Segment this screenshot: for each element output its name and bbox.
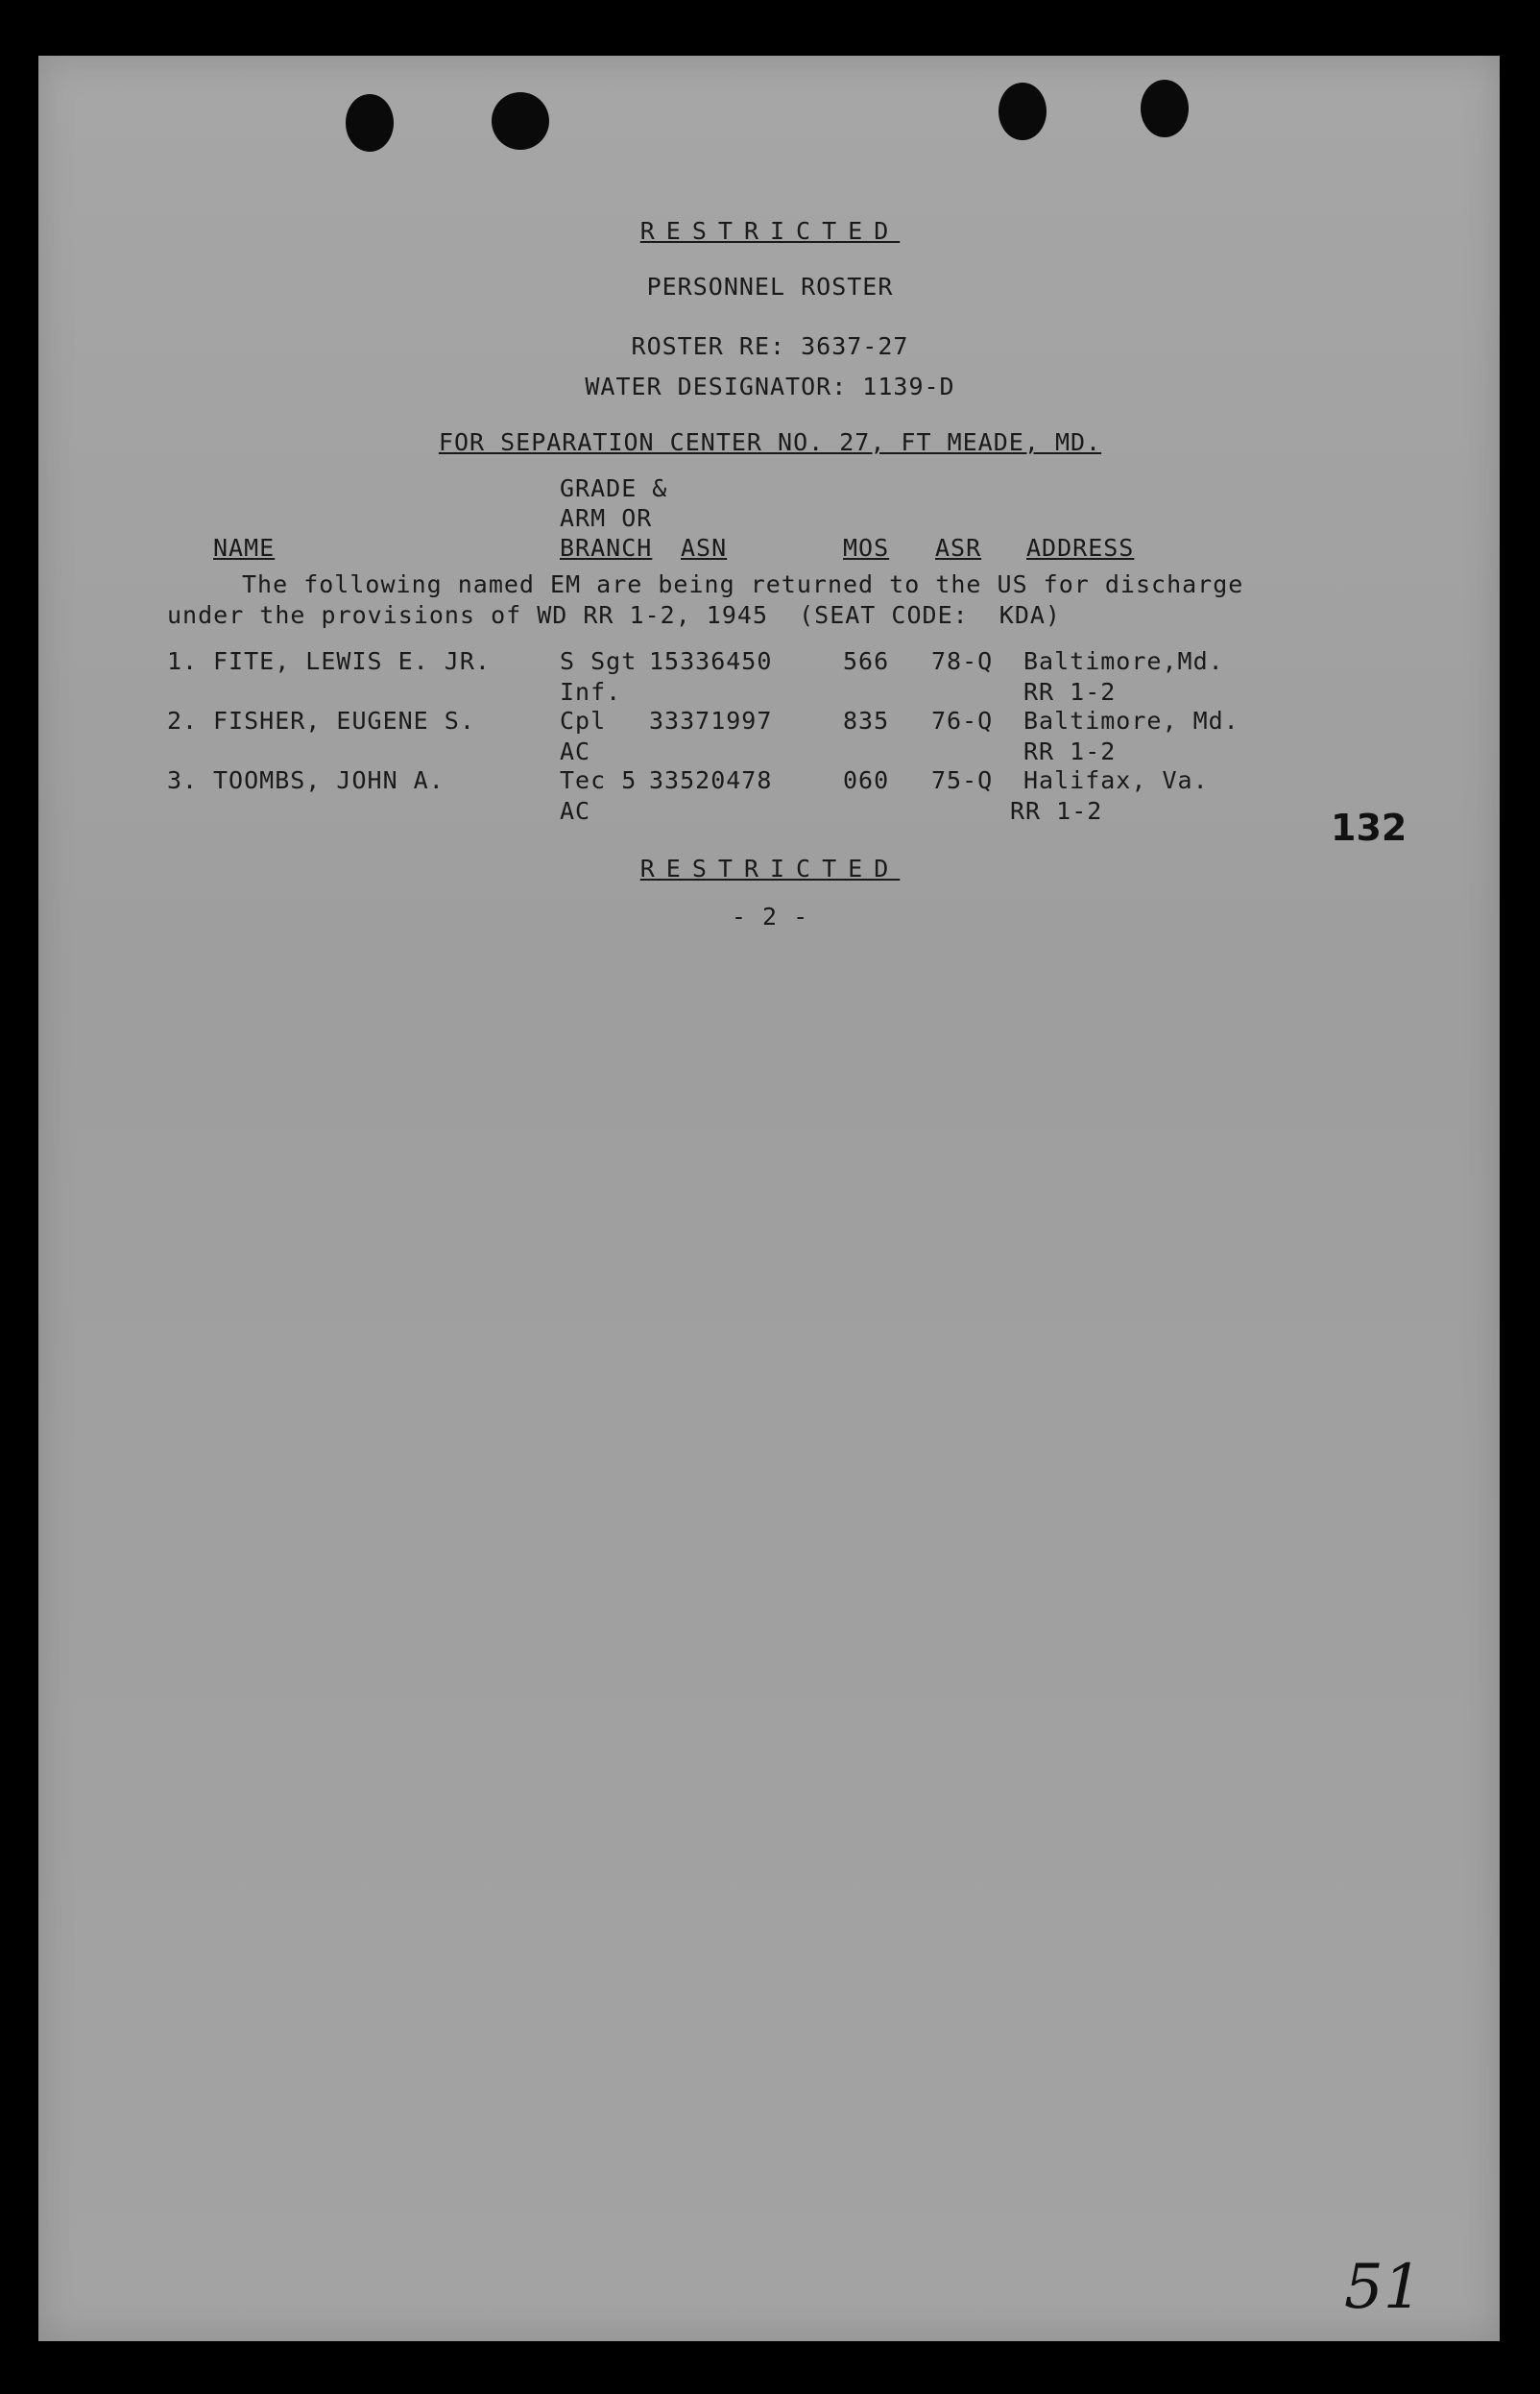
row-grade: Tec 5 — [560, 766, 638, 794]
stamp-number: 132 — [1331, 807, 1408, 849]
column-header-branch: BRANCH — [560, 534, 653, 562]
row-number: 1. — [167, 647, 199, 675]
handwritten-page-number: 51 — [1344, 2252, 1423, 2323]
intro-line: under the provisions of WD RR 1-2, 1945 (SEAT CODE: KDA) — [167, 601, 1061, 629]
row-mos: 835 — [843, 707, 890, 735]
punch-hole — [1141, 80, 1189, 137]
row-asr: 75-Q — [931, 766, 994, 794]
intro-line: The following named EM are being returned to the US for discharge — [242, 570, 1244, 598]
row-asr: 78-Q — [931, 647, 994, 675]
destination-line: FOR SEPARATION CENTER NO. 27, FT MEADE, MD. — [438, 428, 1102, 456]
column-header-grade-line2: ARM OR — [560, 504, 653, 532]
row-name: FISHER, EUGENE S. — [213, 707, 475, 735]
row-grade: Cpl — [560, 707, 607, 735]
row-address-line2: RR 1-2 — [1023, 738, 1117, 765]
punch-hole — [492, 92, 549, 150]
water-designator: WATER DESIGNATOR: 1139-D — [585, 373, 955, 400]
row-branch: Inf. — [560, 678, 622, 706]
column-header-address: ADDRESS — [1026, 534, 1135, 562]
row-name: FITE, LEWIS E. JR. — [213, 647, 491, 675]
row-grade: S Sgt — [560, 647, 638, 675]
footer-restricted: RESTRICTED — [639, 855, 901, 883]
row-address: Halifax, Va. — [1023, 766, 1209, 794]
row-asn: 33371997 — [649, 707, 773, 735]
column-header-grade-line1: GRADE & — [560, 474, 668, 502]
row-branch: AC — [560, 797, 591, 825]
row-mos: 566 — [843, 647, 890, 675]
row-number: 2. — [167, 707, 199, 735]
punch-hole — [346, 94, 394, 152]
column-header-name: NAME — [213, 534, 276, 562]
column-header-asn: ASN — [681, 534, 728, 562]
row-mos: 060 — [843, 766, 890, 794]
page-number: - 2 - — [731, 903, 809, 931]
row-address-line2: RR 1-2 — [1023, 678, 1117, 706]
header-restricted: RESTRICTED — [639, 217, 901, 245]
document-title: PERSONNEL ROSTER — [646, 273, 894, 301]
row-asn: 15336450 — [649, 647, 773, 675]
row-address-line2: RR 1-2 — [1010, 797, 1103, 825]
row-asn: 33520478 — [649, 766, 773, 794]
punch-hole — [999, 83, 1047, 140]
row-number: 3. — [167, 766, 199, 794]
column-header-asr: ASR — [935, 534, 982, 562]
column-header-mos: MOS — [843, 534, 890, 562]
roster-reference: ROSTER RE: 3637-27 — [631, 332, 909, 360]
row-address: Baltimore,Md. — [1023, 647, 1224, 675]
row-address: Baltimore, Md. — [1023, 707, 1239, 735]
row-branch: AC — [560, 738, 591, 765]
row-name: TOOMBS, JOHN A. — [213, 766, 445, 794]
row-asr: 76-Q — [931, 707, 994, 735]
